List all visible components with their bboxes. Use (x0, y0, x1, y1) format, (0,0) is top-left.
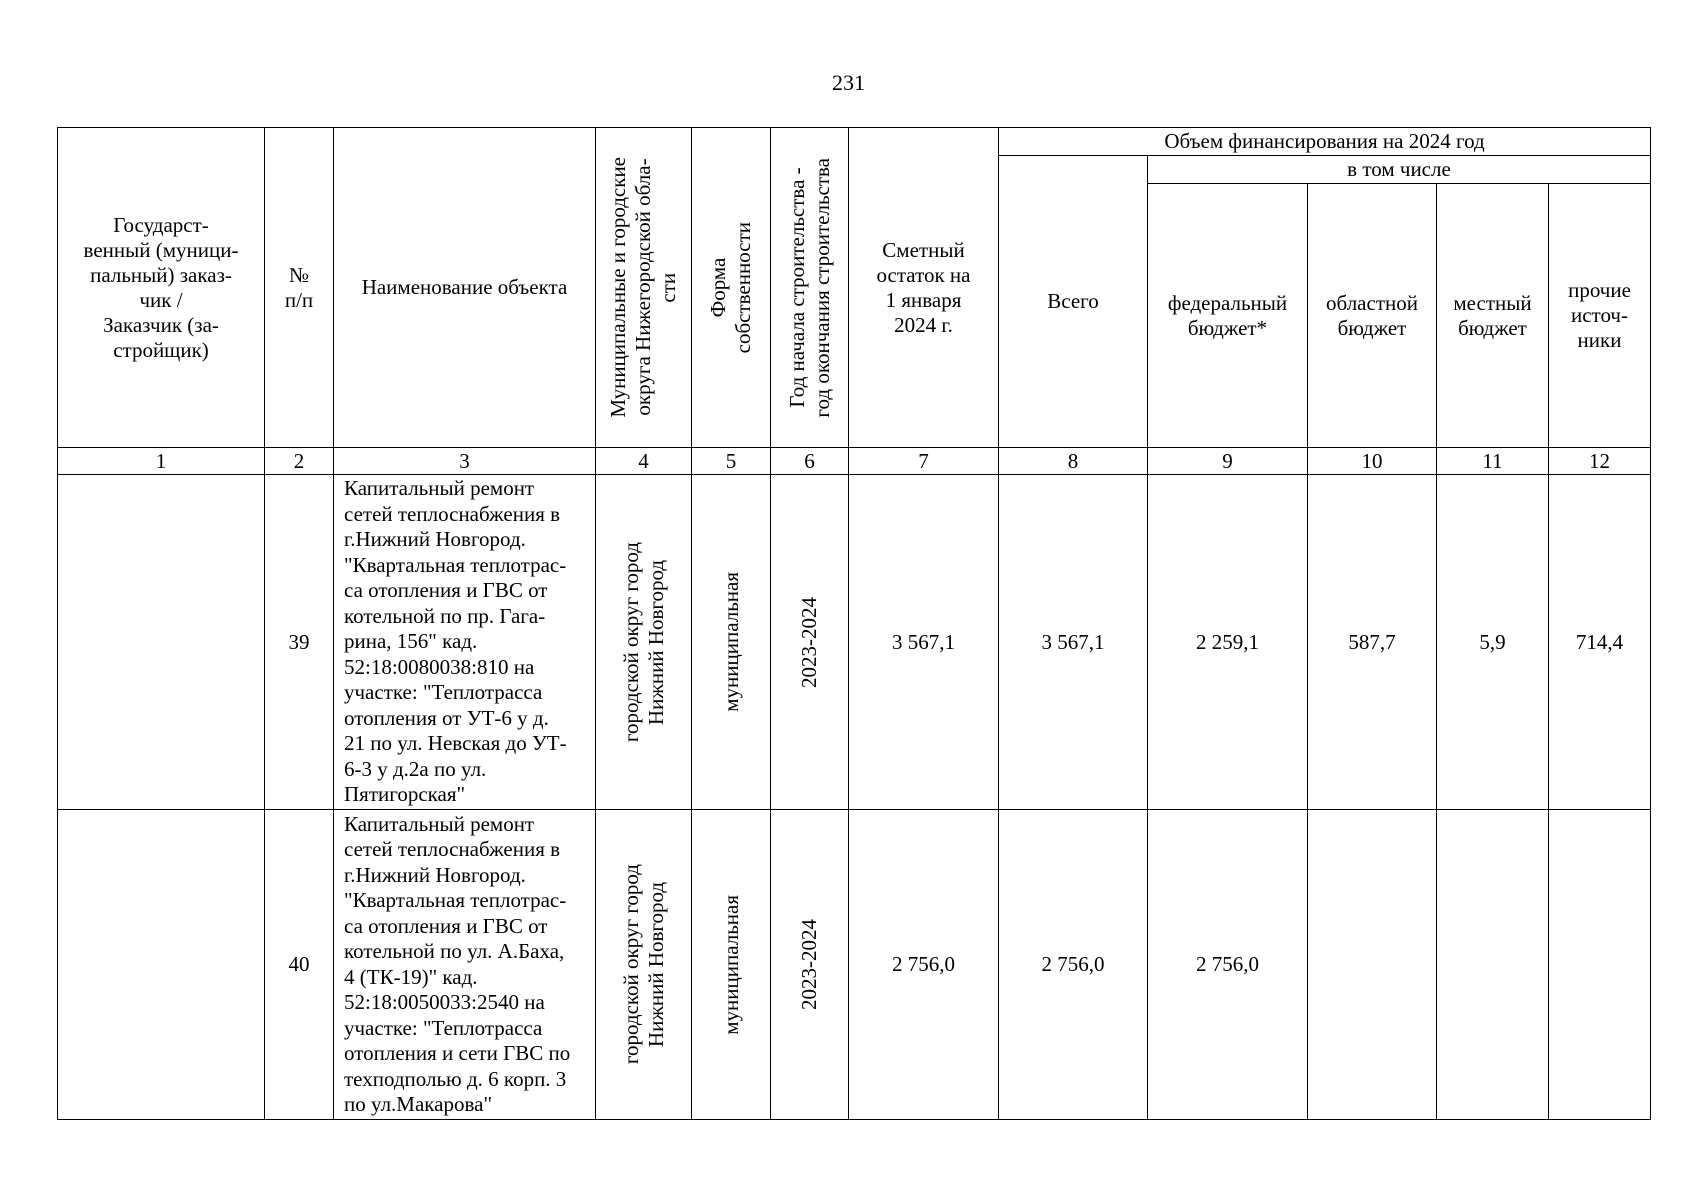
column-number: 5 (692, 448, 771, 475)
header-row-1 (58, 128, 1651, 156)
table-row (58, 475, 1651, 810)
header-ownership (692, 128, 771, 448)
header-total: Всего (999, 156, 1148, 448)
column-number: 8 (999, 448, 1148, 475)
row-customer (58, 810, 265, 1120)
row-object-name: Капитальный ремонт сетей теплоснабжения в г.Нижний Новгород. "Квартальная теплотрас- са отопления и ГВС от котельной по ул. А.Баха, 4 (ТК-19)" кад. 52:18:0050033:2540 на участке: "Теплотрасса отопления и сети ГВС по техподполью д. 6 корп. 3 по ул.Макарова" (334, 810, 596, 1120)
header-local: местный бюджет (1437, 184, 1549, 448)
column-number: 9 (1148, 448, 1308, 475)
column-number: 7 (849, 448, 999, 475)
row-number: 40 (265, 810, 334, 1120)
column-number: 6 (771, 448, 849, 475)
construction-objects-table (57, 127, 1651, 1120)
header-years (771, 128, 849, 448)
row-regional (1308, 810, 1437, 1120)
row-ownership-text: муниципальная (718, 572, 743, 712)
header-federal: федеральный бюджет* (1148, 184, 1308, 448)
row-other: 714,4 (1549, 475, 1651, 810)
row-object-name: Капитальный ремонт сетей теплоснабжения в г.Нижний Новгород. "Квартальная теплотрас- са отопления и ГВС от котельной по пр. Гага- рина, 156" кад. 52:18:0080038:810 на участке: "Теплотрасса отопления от УТ-6 у д. 21 по ул. Невская до УТ- 6-3 у д.2а по ул. Пятигорская" (334, 475, 596, 810)
header-district-text: Муниципальные и городские округа Нижегородской обла- сти (606, 157, 680, 418)
row-ownership (692, 475, 771, 810)
row-district (596, 475, 692, 810)
row-years (771, 475, 849, 810)
row-other (1549, 810, 1651, 1120)
row-district (596, 810, 692, 1120)
row-total: 2 756,0 (999, 810, 1148, 1120)
row-federal: 2 756,0 (1148, 810, 1308, 1120)
page-number: 231 (832, 70, 865, 95)
column-number: 3 (334, 448, 596, 475)
row-local: 5,9 (1437, 475, 1549, 810)
header-regional: областной бюджет (1308, 184, 1437, 448)
row-years (771, 810, 849, 1120)
row-ownership (692, 810, 771, 1120)
column-number: 4 (596, 448, 692, 475)
row-local (1437, 810, 1549, 1120)
row-years-text: 2023-2024 (797, 596, 821, 688)
column-number: 12 (1549, 448, 1651, 475)
row-customer (58, 475, 265, 810)
row-district-text: городской округ город Нижний Новгород (618, 864, 668, 1065)
column-number: 2 (265, 448, 334, 475)
row-district-text: городской округ город Нижний Новгород (618, 541, 668, 743)
column-number-row (58, 448, 1651, 475)
row-balance: 2 756,0 (849, 810, 999, 1120)
column-number: 11 (1437, 448, 1549, 475)
column-number: 10 (1308, 448, 1437, 475)
row-number: 39 (265, 475, 334, 810)
column-number: 1 (58, 448, 265, 475)
header-district (596, 128, 692, 448)
header-including: в том числе (1148, 156, 1651, 184)
header-customer: Государст- венный (муници- пальный) заказ- чик / Заказчик (за- стройщик) (58, 128, 265, 448)
header-other: прочие источ- ники (1549, 184, 1651, 448)
header-funding-group: Объем финансирования на 2024 год (999, 128, 1651, 156)
row-years-text: 2023-2024 (797, 919, 821, 1010)
header-object-name: Наименование объекта (334, 128, 596, 448)
header-balance: Сметный остаток на 1 января 2024 г. (849, 128, 999, 448)
row-federal: 2 259,1 (1148, 475, 1308, 810)
row-balance: 3 567,1 (849, 475, 999, 810)
header-number: № п/п (265, 128, 334, 448)
header-years-text: Год начала строительства - год окончания строительства (784, 157, 834, 418)
row-ownership-text: муниципальная (718, 894, 743, 1035)
table-row (58, 810, 1651, 1120)
row-total: 3 567,1 (999, 475, 1148, 810)
header-ownership-text: Форма собственности (706, 221, 755, 354)
row-regional: 587,7 (1308, 475, 1437, 810)
